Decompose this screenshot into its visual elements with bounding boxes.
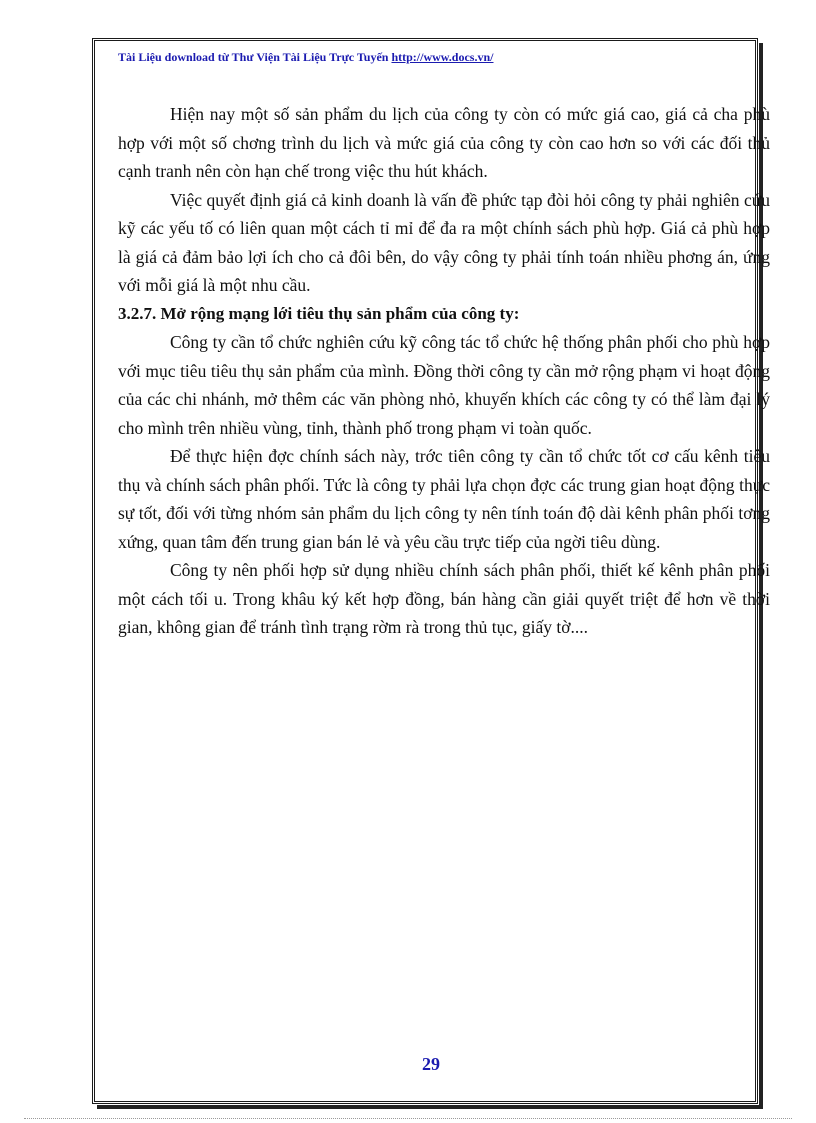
section-heading: 3.2.7. Mở rộng mạng lới tiêu thụ sản phẩm của công ty: (118, 303, 520, 323)
download-header (118, 50, 738, 65)
paragraph-distribution-1: Công ty cần tổ chức nghiên cứu kỹ công tác tổ chức hệ thống phân phối cho phù hợp với mục tiêu tiêu thụ sản phẩm của mình. Đồng thời công ty cần mở rộng phạm vi hoạt động của các chi nhánh, mở thêm các văn phòng nhỏ, khuyến khích các công ty có thể làm đại lý cho mình trên nhiều vùng, tỉnh, thành phố trong phạm vi toàn quốc. (118, 332, 770, 438)
paragraph-pricing-1: Hiện nay một số sản phẩm du lịch của công ty còn có mức giá cao, giá cả cha phù hợp với một số chơng trình du lịch và mức giá của công ty còn cao hơn so với các đối thủ cạnh tranh nên còn hạn chế trong việc thu hút khách. (118, 104, 770, 181)
header-text: Tài Liệu download từ Thư Viện Tài Liệu Trực Tuyến (118, 50, 392, 64)
bottom-dotted-divider (24, 1118, 792, 1119)
paragraph-distribution-2: Để thực hiện đợc chính sách này, trớc tiên công ty cần tổ chức tốt cơ cấu kênh tiêu thụ và chính sách phân phối. Tức là công ty phải lựa chọn đợc các trung gian hoạt động thực sự tốt, đối với từng nhóm sản phẩm du lịch công ty nên tính toán độ dài kênh phân phối tơng xứng, quan tâm đến trung gian bán lẻ và yêu cầu trực tiếp của ngời tiêu dùng. (118, 446, 770, 552)
paragraph-distribution-3: Công ty nên phối hợp sử dụng nhiều chính sách phân phối, thiết kế kênh phân phối một cách tối u. Trong khâu ký kết hợp đồng, bán hàng cần giải quyết triệt để hơn về thời gian, không gian để tránh tình trạng rờm rà trong thủ tục, giấy tờ.... (118, 560, 770, 637)
page-number: 29 (422, 1054, 440, 1074)
document-body (118, 100, 770, 642)
paragraph-pricing-2: Việc quyết định giá cả kinh doanh là vấn đề phức tạp đòi hỏi công ty phải nghiên cứu kỹ các yếu tố có liên quan một cách tỉ mỉ để đa ra một chính sách phù hợp. Giá cả phù hợp là giá cả đảm bảo lợi ích cho cả đôi bên, do vậy công ty phải tính toán nhiều phơng án, ứng với mỗi giá là một nhu cầu. (118, 189, 770, 295)
header-link[interactable]: http://www.docs.vn/ (391, 50, 494, 64)
